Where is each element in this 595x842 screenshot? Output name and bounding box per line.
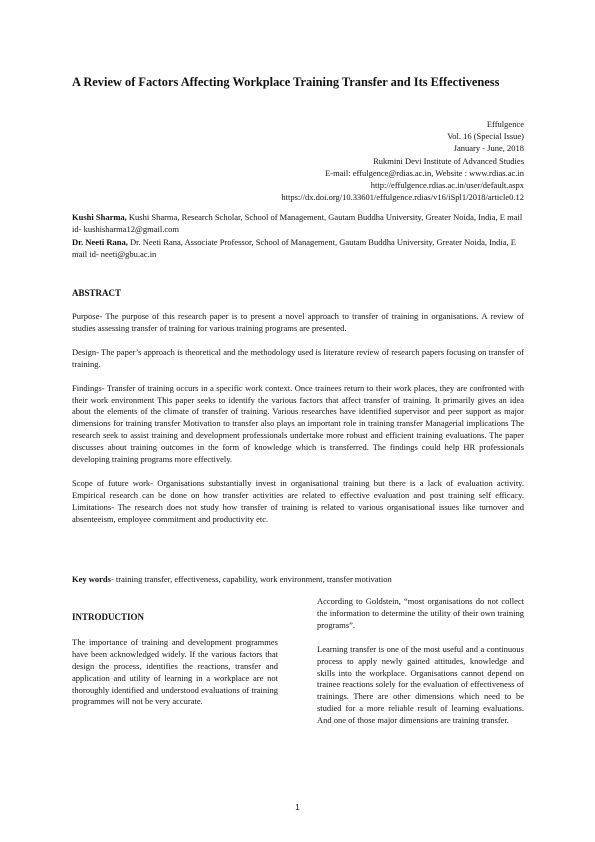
author-name: Kushi Sharma,	[72, 212, 127, 222]
keywords-label: Key words	[72, 574, 111, 584]
introduction-heading: INTRODUCTION	[72, 612, 145, 622]
journal-institute: Rukmini Devi Institute of Advanced Studies	[373, 155, 524, 166]
journal-info	[84, 118, 524, 203]
abstract-findings: Findings- Transfer of training occurs in a specific work context. Once trainees return to their work places, they are confronted with their work environment This paper seeks to identify the various factors that affect transfer of training. It primarily gives an idea about the elements of the climate of transfer of training. Various researches have identified supervisor and peer support as major dimensions for training transfer Motivation to transfer also plays an important role in training transfer Managerial implications The research seek to assist training and development professionals undertake more robust and efficient training evaluations. The paper discusses about training outcomes in the form of knowledge which is transferred. The findings could help HR professionals developing training programs more effectively.	[72, 382, 524, 465]
journal-volume: Vol. 16 (Special Issue)	[447, 131, 524, 142]
journal-period: January - June, 2018	[453, 143, 524, 154]
body-paragraph: According to Goldstein, “most organisations do not collect the information to determine the utility of their own training programs”.	[317, 596, 524, 630]
journal-doi[interactable]: https://dx.doi.org/10.33601/effulgence.rdias/v16/iSpl1/2018/article0.12	[281, 192, 524, 203]
page-number: 1	[295, 803, 300, 812]
paper-title: A Review of Factors Affecting Workplace Training Transfer and Its Effectiveness	[72, 75, 500, 89]
abstract-design: Design- The paper’s approach is theoretical and the methodology used is literature review of research papers focusing on transfer of training.	[72, 346, 524, 369]
body-paragraph: Learning transfer is one of the most useful and a continuous process to apply newly gained attitudes, knowledge and skills into the workplace. Organisations cannot depend on trainee reactions solely for the evaluation of effectiveness of trainings. There are other dimensions which need to be studied for a more reliable result of learning evaluations. And one of those major dimensions are training transfer.	[317, 643, 524, 726]
author-block	[72, 211, 524, 260]
author-details: Dr. Neeti Rana, Associate Professor, School of Management, Gautam Buddha University, Greater Noida, India, E mail id- neeti@gbu.ac.in	[72, 236, 516, 259]
right-column	[317, 596, 524, 739]
author-details: Kushi Sharma, Research Scholar, School of Management, Gautam Buddha University, Greater Noida, India, E mail id- kushisharma12@gmail.com	[72, 212, 523, 235]
journal-name: Effulgence	[486, 119, 524, 129]
author-entry	[72, 211, 524, 236]
introduction-paragraph: The importance of training and development programmes have been acknowledged widely. If the various factors that design the process, identifies the reactions, transfer and application and utility of learning in a workplace are not thoroughly identified and understood evaluations of training programmes will not be very accurate.	[72, 636, 278, 707]
journal-url[interactable]: http://effulgence.rdias.ac.in/user/default.aspx	[370, 180, 524, 191]
journal-contact: E-mail: effulgence@rdias.ac.in, Website : www.rdias.ac.in	[325, 167, 524, 178]
left-column	[72, 612, 278, 708]
abstract-purpose: Purpose- The purpose of this research paper is to present a novel approach to transfer of training in organisations. A review of studies assessing transfer of training for various training programs are presented.	[72, 311, 524, 333]
author-entry	[72, 236, 524, 261]
keywords-text: - training transfer, effectiveness, capability, work environment, transfer motivation	[110, 574, 392, 584]
abstract-scope: Scope of future work- Organisations substantially invest in organisational training but there is a lack of evaluation activity. Empirical research can be done on how transfer activities are related to effective evaluation and post training self efficacy. Limitations- The research does not study how transfer of training is related to various organisational issues like turnover and absenteeism, employee commitment and productivity etc.	[72, 477, 524, 524]
abstract-heading: ABSTRACT	[72, 288, 122, 298]
abstract-body	[72, 311, 524, 538]
author-name: Dr. Neeti Rana,	[72, 236, 128, 247]
keywords	[72, 573, 524, 585]
